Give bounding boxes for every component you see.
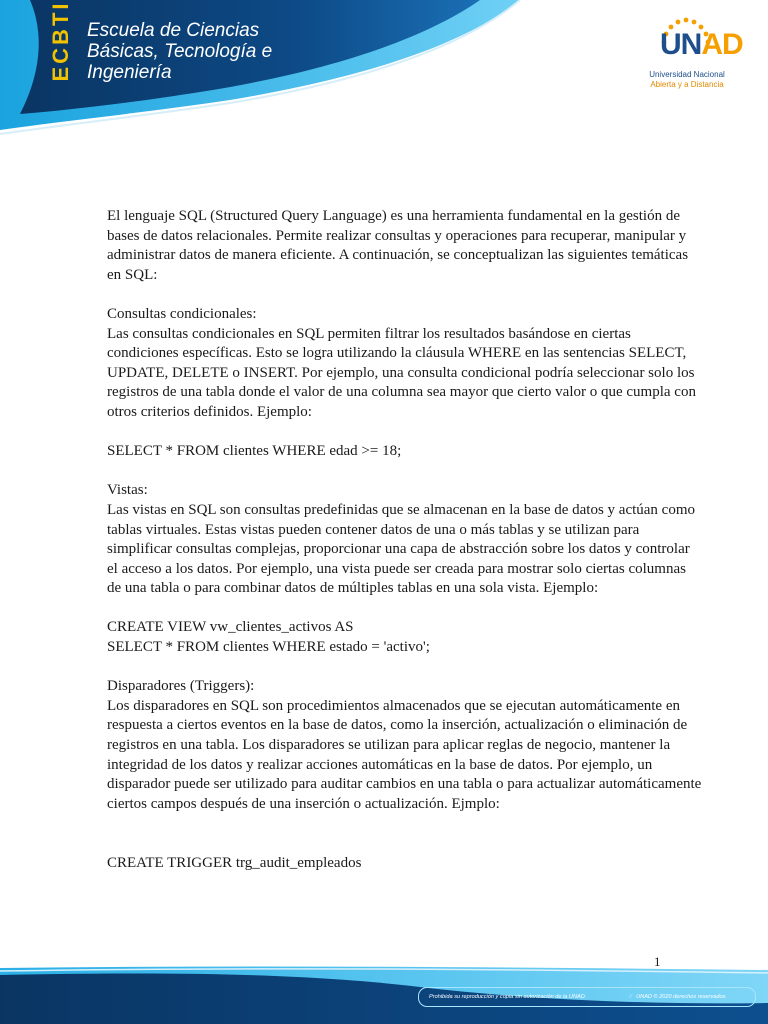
code-example: SELECT * FROM clientes WHERE edad >= 18; bbox=[107, 443, 402, 460]
page-footer bbox=[0, 965, 768, 1024]
document-body bbox=[107, 207, 702, 893]
footer-separator: // bbox=[629, 994, 633, 1000]
section-heading: Consultas condicionales: bbox=[107, 305, 257, 322]
page-header bbox=[0, 0, 768, 140]
section-paragraph: Las consultas condicionales en SQL permiten filtrar los resultados basándose en ciertas condiciones específicas. Esto se logra utilizando la cláusula WHERE en las sentencias SELECT, UPDATE, DELETE o INSERT. Por ejemplo, una consulta condicional podría seleccionar solo los registros de una tabla donde el valor de una columna sea mayor que cierto valor o que cumpla con otros criterios definidos. Ejemplo: bbox=[107, 325, 696, 420]
footer-copyright: UNAD © 2020 derechos reservados. bbox=[636, 994, 727, 1000]
intro-paragraph: El lenguaje SQL (Structured Query Language) es una herramienta fundamental en la gestión de bases de datos relacionales. Permite realizar consultas y operaciones para recuperar, manipular y administrar datos de manera eficiente. A continuación, se conceptualizan las siguientes temáticas en SQL: bbox=[107, 208, 689, 283]
code-example: SELECT * FROM clientes WHERE estado = 'activo'; bbox=[107, 639, 430, 656]
page-number: 1 bbox=[654, 954, 661, 969]
school-name-line: Básicas, Tecnología e bbox=[87, 41, 273, 62]
footer-notice-bar bbox=[418, 987, 756, 1007]
school-name-line: Escuela de Ciencias bbox=[87, 20, 260, 41]
section-paragraph: Los disparadores en SQL son procedimientos almacenados que se ejecutan automáticamente en respuesta a ciertos eventos en la base de datos, como la inserción, actualización o eliminación de registros en una tabla. Los disparadores se utilizan para aplicar reglas de negocio, mantener la integridad de los datos y realizar acciones automáticas en la base de datos. Por ejemplo, un disparador puede ser utilizado para auditar cambios en una tabla o para actualizar automáticamente ciertos campos después de una inserción o actualización. Ejmplo: bbox=[107, 697, 702, 812]
section-heading: Vistas: bbox=[107, 482, 148, 499]
ecbti-vertical-label: ECBTI bbox=[48, 0, 73, 82]
logo-wordmark: UNAD bbox=[660, 28, 743, 61]
code-example: CREATE VIEW vw_clientes_activos AS bbox=[107, 619, 354, 636]
unad-logo bbox=[632, 14, 742, 94]
school-name-line: Ingeniería bbox=[87, 62, 172, 83]
school-name bbox=[87, 20, 272, 83]
section-paragraph: Las vistas en SQL son consultas predefinidas que se almacenan en la base de datos y actúan como tablas virtuales. Estas vistas pueden contener datos de una o más tablas y se utilizan para simplificar consultas complejas, proporcionar una capa de abstracción sobre los datos y controlar el acceso a los datos. Por ejemplo, una vista puede ser creada para mostrar solo ciertas columnas de una tabla o para combinar datos de múltiples tablas en una sola vista. Ejemplo: bbox=[107, 501, 696, 597]
code-example: CREATE TRIGGER trg_audit_empleados bbox=[107, 854, 362, 871]
section-heading: Disparadores (Triggers): bbox=[107, 678, 255, 695]
footer-notice: Prohibida su reproducción y copia sin autorización de la UNAD. bbox=[429, 994, 587, 1000]
blank-space bbox=[107, 814, 702, 853]
logo-subtitle-2: Abierta y a Distancia bbox=[650, 80, 724, 89]
logo-subtitle-1: Universidad Nacional bbox=[649, 70, 725, 79]
